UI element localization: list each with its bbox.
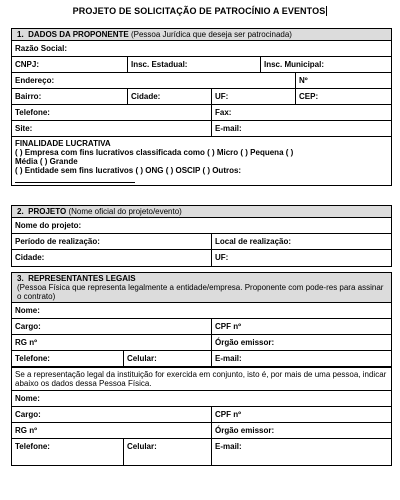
finalidade-option-empresa[interactable]: ( ) Empresa com fins lucrativos classificada como ( ) Micro ( ) Pequena ( ) bbox=[15, 148, 294, 157]
field-site[interactable]: Site: bbox=[12, 121, 212, 136]
field-nome[interactable]: Nome: bbox=[15, 394, 40, 403]
field-celular[interactable]: Celular: bbox=[124, 351, 212, 366]
row-telefone-1 bbox=[12, 351, 391, 367]
section-description: (Nome oficial do projeto/evento) bbox=[68, 207, 182, 216]
finalidade-title: FINALIDADE LUCRATIVA bbox=[15, 139, 111, 148]
field-cpf[interactable]: CPF nº bbox=[215, 410, 242, 419]
field-rg[interactable]: RG nº bbox=[12, 423, 212, 438]
section-name: PROJETO bbox=[28, 207, 67, 216]
finalidade-option-porte[interactable]: Média ( ) Grande bbox=[15, 157, 78, 166]
finalidade-lucrativa bbox=[12, 137, 391, 185]
section-representantes bbox=[11, 272, 392, 466]
field-cidade[interactable]: Cidade: bbox=[128, 89, 212, 104]
field-cnpj[interactable]: CNPJ: bbox=[12, 57, 128, 72]
section-header bbox=[12, 206, 391, 218]
field-telefone[interactable]: Telefone: bbox=[12, 351, 124, 366]
section-description: (Pessoa Jurídica que deseja ser patrocinada) bbox=[130, 30, 292, 39]
field-fax[interactable]: Fax: bbox=[215, 108, 232, 117]
row-rg-1 bbox=[12, 335, 391, 351]
field-razao-social[interactable]: Razão Social: bbox=[15, 44, 68, 53]
row-periodo bbox=[12, 234, 391, 250]
field-uf[interactable]: UF: bbox=[212, 89, 296, 104]
finalidade-option-entidade[interactable]: ( ) Entidade sem fins lucrativos ( ) ONG ( ) OSCIP ( ) Outros: bbox=[15, 166, 242, 175]
row-razao bbox=[12, 41, 391, 57]
field-nome[interactable]: Nome: bbox=[15, 306, 40, 315]
field-endereco[interactable]: Endereço: bbox=[12, 73, 296, 88]
section-name: DADOS DA PROPONENTE bbox=[28, 30, 129, 39]
outros-underline[interactable] bbox=[15, 175, 135, 183]
row-nome-2 bbox=[12, 391, 391, 407]
section-projeto bbox=[11, 205, 392, 267]
section-header bbox=[12, 273, 391, 303]
row-telefone-2 bbox=[12, 439, 391, 465]
row-cargo-1 bbox=[12, 319, 391, 335]
field-uf[interactable]: UF: bbox=[215, 253, 229, 262]
field-cargo[interactable]: Cargo: bbox=[12, 319, 212, 334]
section-number: 1. bbox=[17, 30, 24, 39]
field-telefone[interactable]: Telefone: bbox=[12, 105, 212, 120]
field-cpf[interactable]: CPF nº bbox=[215, 322, 242, 331]
row-rg-2 bbox=[12, 423, 391, 439]
row-nome-projeto bbox=[12, 218, 391, 234]
section-header bbox=[12, 29, 391, 41]
row-cnpj bbox=[12, 57, 391, 73]
field-email[interactable]: E-mail: bbox=[215, 442, 242, 451]
text-cursor bbox=[326, 6, 327, 16]
field-cep[interactable]: CEP: bbox=[299, 92, 319, 101]
field-cidade[interactable]: Cidade: bbox=[12, 250, 212, 266]
section-number: 2. bbox=[17, 207, 24, 216]
row-telefone bbox=[12, 105, 391, 121]
field-bairro[interactable]: Bairro: bbox=[12, 89, 128, 104]
page-title: PROJETO DE SOLICITAÇÃO DE PATROCÍNIO A EVENTOS bbox=[72, 6, 326, 16]
field-telefone[interactable]: Telefone: bbox=[12, 439, 124, 465]
section-description: (Pessoa Física que representa legalmente a entidade/empresa. Proponente com pode-res para assinar o contrato) bbox=[17, 283, 384, 301]
field-rg[interactable]: RG nº bbox=[12, 335, 212, 350]
joint-representation-note: Se a representação legal da instituição for exercida em conjunto, isto é, por mais de uma pessoa, indicar abaixo os dados dessa Pessoa Física. bbox=[12, 367, 391, 391]
field-celular[interactable]: Celular: bbox=[124, 439, 212, 465]
section-proponente bbox=[11, 28, 392, 186]
row-endereco bbox=[12, 73, 391, 89]
row-nome-1 bbox=[12, 303, 391, 319]
section-name: REPRESENTANTES LEGAIS bbox=[28, 274, 136, 283]
field-periodo[interactable]: Período de realização: bbox=[12, 234, 212, 249]
row-cidade bbox=[12, 250, 391, 266]
field-insc-municipal[interactable]: Insc. Municipal: bbox=[264, 60, 325, 69]
field-orgao-emissor[interactable]: Órgão emissor: bbox=[215, 426, 275, 435]
field-numero[interactable]: Nº bbox=[299, 76, 308, 85]
row-site bbox=[12, 121, 391, 137]
row-cargo-2 bbox=[12, 407, 391, 423]
field-insc-estadual[interactable]: Insc. Estadual: bbox=[128, 57, 261, 72]
section-number: 3. bbox=[17, 274, 24, 283]
field-email[interactable]: E-mail: bbox=[215, 124, 242, 133]
field-local[interactable]: Local de realização: bbox=[215, 237, 292, 246]
field-email[interactable]: E-mail: bbox=[215, 354, 242, 363]
row-bairro bbox=[12, 89, 391, 105]
field-orgao-emissor[interactable]: Órgão emissor: bbox=[215, 338, 275, 347]
field-nome-projeto[interactable]: Nome do projeto: bbox=[15, 221, 82, 230]
field-cargo[interactable]: Cargo: bbox=[12, 407, 212, 422]
